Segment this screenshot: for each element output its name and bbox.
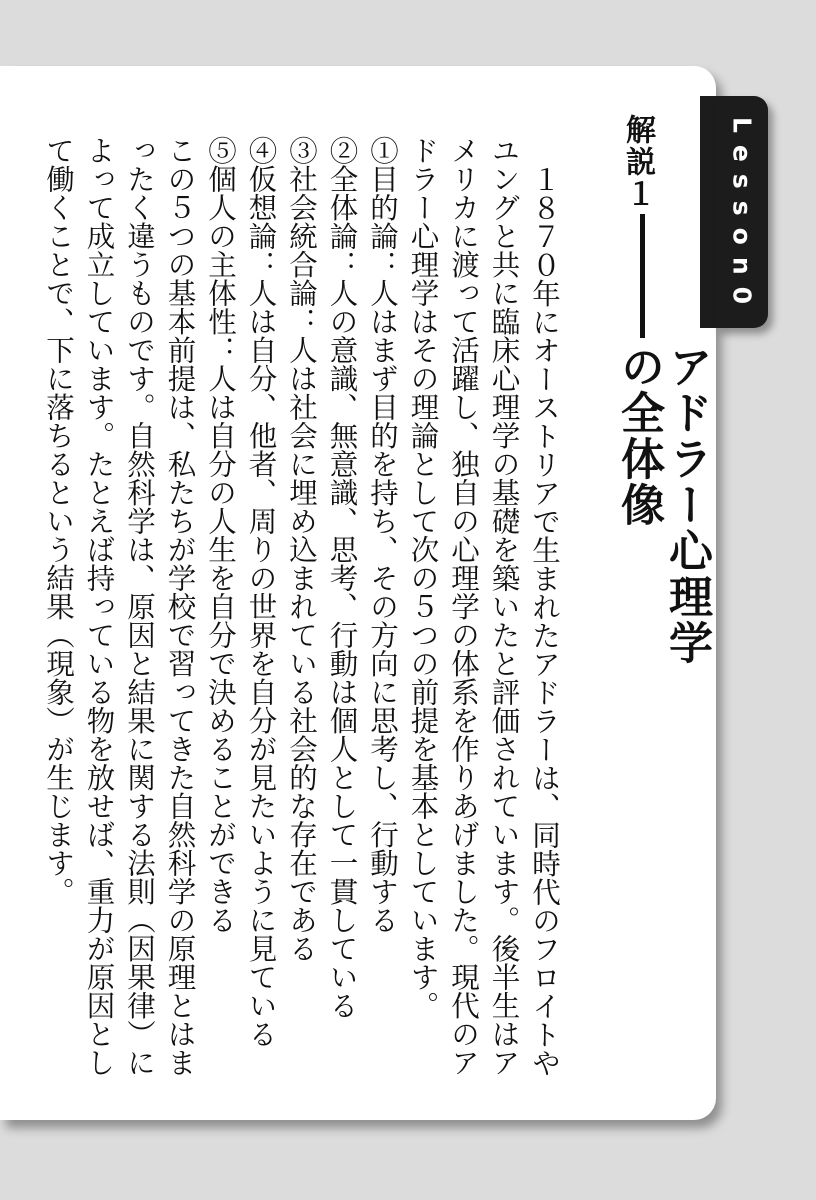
premise-item-4: ④仮想論：人は自分、他者、周りの世界を自分が見たいように見ている	[244, 136, 278, 1048]
lesson-tab-label: Lesson0	[727, 117, 757, 317]
premise-item-1: ①目的論：人はまず目的を持ち、その方向に思考し、行動する	[366, 136, 399, 934]
premise-item-3: ③社会統合論：人は社会に埋め込まれている社会的な存在である	[285, 136, 318, 963]
premise-item-2: ②全体論：人の意識、無意識、思考、行動は個人として一貫している	[325, 136, 359, 1020]
intro-paragraph: １８７０年にオーストリアで生まれたアドラーは、同時代のフロイトやユングと共に臨床心理学の基礎を築いたと評価されています。後半生はアメリカに渡って活躍し、独自の心理学の体系を作りあげました。現代のアドラー心理学はその理論として次の５つの前提を基本としています。	[406, 136, 561, 1077]
title-divider	[640, 214, 645, 338]
section-label: 解説１	[620, 114, 655, 210]
lesson-tab	[716, 96, 768, 328]
closing-paragraph: この５つの基本前提は、私たちが学校で習ってきた自然科学の原理とはまったく違うものです。自然科学は、原因と結果に関する法則（因果律）によって成立しています。たとえば持っている物を放せば、重力が原因として働くことで、下に落ちるという結果（現象）が生じます。	[42, 136, 197, 1077]
section-heading	[606, 108, 712, 668]
page-title: アドラー心理学の全体像	[613, 344, 712, 666]
premise-item-5: ⑤個人の主体性：人は自分の人生を自分で決めることができる	[204, 136, 237, 934]
body-text	[38, 136, 565, 1096]
